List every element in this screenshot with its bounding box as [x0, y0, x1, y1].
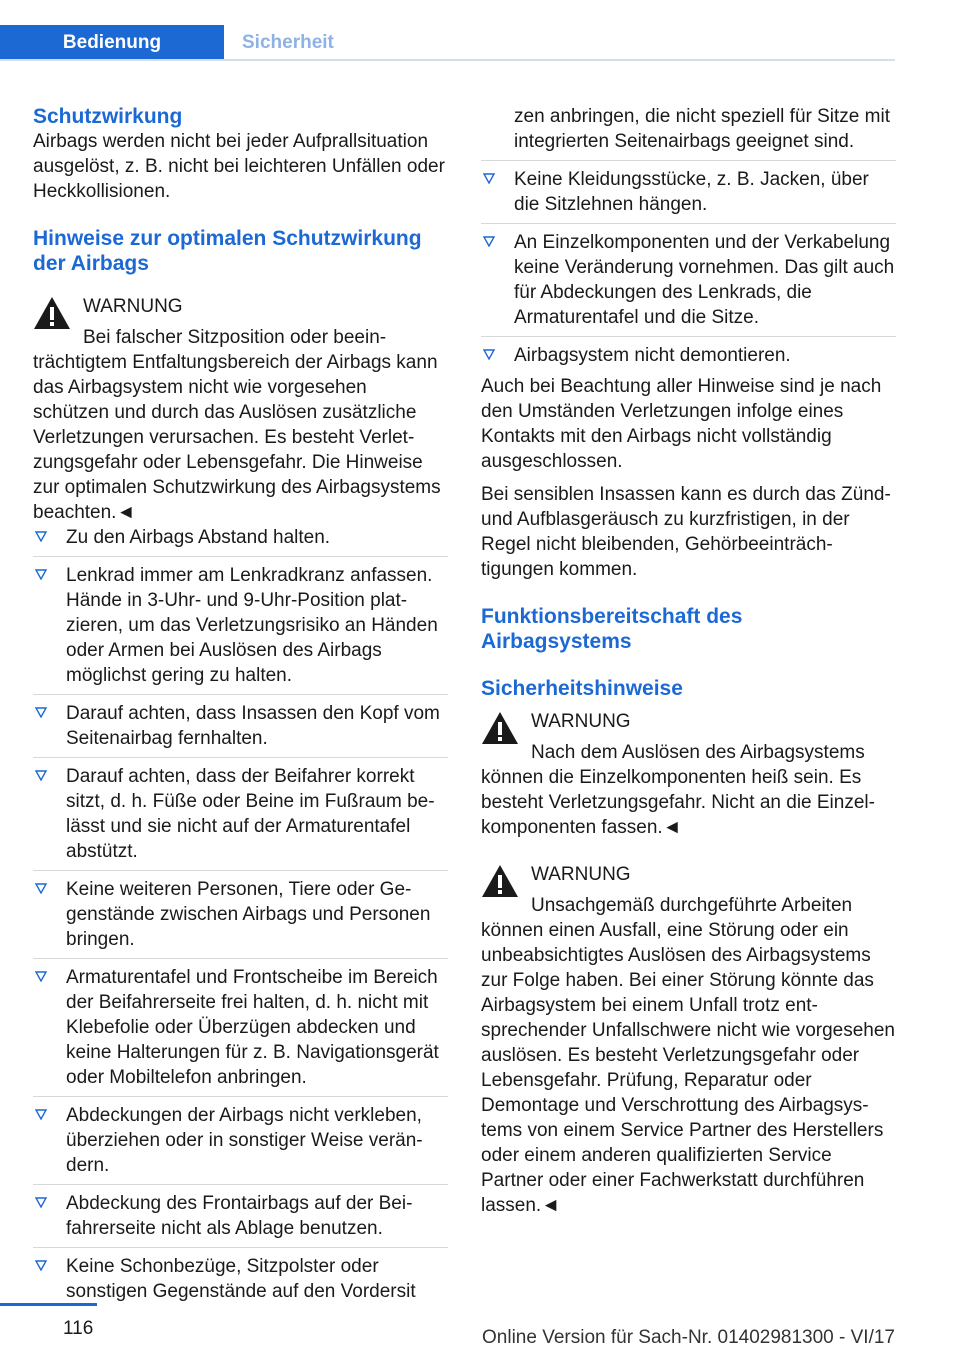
- tab-sicherheit[interactable]: Sicherheit: [242, 32, 334, 53]
- warning-triangle-icon: [481, 864, 519, 898]
- right-column: [481, 104, 896, 1218]
- paragraph-schutzwirkung: Airbags werden nicht bei jeder Aufprallsituation ausgelöst, z. B. nicht bei leichteren Unfällen oder Heckkollisionen.: [33, 131, 445, 202]
- list-item-text: Keine weiteren Personen, Tiere oder Gegenstände zwischen Airbags und Personen bringen.: [66, 879, 431, 950]
- list-item: [33, 525, 448, 556]
- paragraph-sensible-insassen: Bei sensiblen Insassen kann es durch das Zünd- und Aufblasgeräusch zu kurzfristigen, in der Regel nicht bleibenden, Gehörbeeinträchtigungen kommen.: [481, 484, 891, 580]
- list-item-text: Keine Schonbezüge, Sitzpolster oder sonstigen Gegenstände auf den Vordersit: [66, 1256, 416, 1302]
- triangle-bullet-icon: [35, 706, 47, 718]
- section-heading-schutzwirkung: Schutzwirkung: [33, 105, 183, 128]
- triangle-bullet-icon: [483, 235, 495, 247]
- list-item-text: Zu den Airbags Abstand halten.: [66, 527, 331, 548]
- triangle-bullet-icon: [35, 769, 47, 781]
- triangle-bullet-icon: [483, 172, 495, 184]
- warning-text: Bei falscher Sitzposition oder beeinträchtigtem Entfaltungsbereich der Airbags kann das Airbagsystem nicht wie vorgesehen schützen und durch das Auslösen zusätzliche Verletzungen verursachen. Es besteht Verletzungsgefahr oder Lebensgefahr. Die Hinweise zur optimalen Schutzwirkung des Airbagsystems beachten.◄: [33, 327, 441, 523]
- triangle-bullet-icon: [35, 970, 47, 982]
- page-number: 116: [63, 1318, 94, 1339]
- triangle-bullet-icon: [35, 568, 47, 580]
- triangle-bullet-icon: [35, 1259, 47, 1271]
- bullet-list-right: [481, 160, 896, 374]
- list-item-text: Darauf achten, dass der Beifahrer korrekt sitzt, d. h. Füße oder Beine im Fußraum belässt und sie nicht auf der Armaturentafel abstützt.: [66, 766, 435, 862]
- list-item-text: Abdeckung des Frontairbags auf der Beifahrerseite nicht als Ablage benutzen.: [66, 1193, 413, 1239]
- list-item-text: Keine Kleidungsstücke, z. B. Jacken, über die Sitzlehnen hängen.: [514, 169, 869, 215]
- list-item-text: Lenkrad immer am Lenkradkranz anfassen. Hände in 3-Uhr- und 9-Uhr-Position platzieren, um das Verletzungsrisiko an Händen oder Armen bei Auslösen des Airbags möglichst gering zu halten.: [66, 565, 438, 686]
- header-divider: [0, 59, 895, 61]
- triangle-bullet-icon: [35, 882, 47, 894]
- list-item-text: Darauf achten, dass Insassen den Kopf vom Seitenairbag fernhalten.: [66, 703, 440, 749]
- triangle-bullet-icon: [35, 1196, 47, 1208]
- header-tabbar: [0, 25, 895, 61]
- online-version-note: Online Version für Sach-Nr. 01402981300 - VI/17: [482, 1327, 895, 1348]
- list-item-continuation: zen anbringen, die nicht speziell für Sitze mit integrierten Seitenairbags geeignet sind.: [514, 106, 890, 152]
- list-item: [33, 1184, 448, 1247]
- list-item-text: An Einzelkomponenten und der Verkabelung keine Veränderung vornehmen. Das gilt auch für Abdeckungen des Lenkrads, die Armaturentafel und die Sitze.: [514, 232, 895, 328]
- left-column: [33, 104, 448, 1310]
- triangle-bullet-icon: [35, 530, 47, 542]
- warning-text: Nach dem Auslösen des Airbagsystems können die Einzelkomponenten heiß sein. Es besteht Verletzungsgefahr. Nicht an die Einzelkomponenten fassen.◄: [481, 742, 875, 838]
- list-item: [481, 336, 896, 374]
- warning-block: [33, 294, 448, 525]
- section-heading-funktionsbereitschaft: Funktionsbereitschaft des Airbagsystems: [481, 605, 743, 653]
- warning-text: Unsachgemäß durchgeführte Arbeiten können einen Ausfall, eine Störung oder ein unbeabsichtigtes Auslösen des Airbagsystems zur Folge haben. Bei einer Störung könnte das Airbagsystem bei einem Unfall trotz entsprechender Unfallschwere nicht wie vorgesehen auslösen. Es besteht Verletzungsgefahr oder Lebensgefahr. Prüfung, Reparatur oder Demontage und Verschrottung des Airbagsystems von einem Service Partner des Herstellers oder einem anderen qualifizierten Service Partner oder einer Fachwerkstatt durchführen lassen.◄: [481, 895, 896, 1216]
- section-heading-sicherheitshinweise: Sicherheitshinweise: [481, 677, 683, 700]
- footer-accent-line: [0, 1303, 97, 1306]
- list-item-text: Airbagsystem nicht demontieren.: [514, 345, 791, 366]
- list-item: [33, 694, 448, 757]
- bullet-list: [33, 525, 448, 1310]
- list-item: [33, 757, 448, 870]
- list-item: [33, 958, 448, 1096]
- list-item: [481, 223, 896, 336]
- list-item-text: Armaturentafel und Frontscheibe im Bereich der Beifahrerseite frei halten, d. h. nicht mit Klebefolie oder Überzügen abdecken und keine Halterungen für z. B. Navigationsgerät oder Mobiltelefon anbringen.: [66, 967, 439, 1088]
- list-item: [33, 1096, 448, 1184]
- list-item: [33, 556, 448, 694]
- triangle-bullet-icon: [35, 1108, 47, 1120]
- warning-title: WARNUNG: [531, 711, 631, 732]
- paragraph-hinweise: Auch bei Beachtung aller Hinweise sind je nach den Umständen Verletzungen infolge eines Kontakts mit den Airbags nicht vollständig ausgeschlossen.: [481, 376, 882, 472]
- list-item-text: Abdeckungen der Airbags nicht verkleben, überziehen oder in sonstiger Weise verändern.: [66, 1105, 423, 1176]
- list-item: [33, 1247, 448, 1310]
- tab-bedienung[interactable]: Bedienung: [0, 25, 224, 61]
- warning-triangle-icon: [481, 711, 519, 745]
- triangle-bullet-icon: [483, 348, 495, 360]
- warning-title: WARNUNG: [83, 296, 183, 317]
- list-item: [481, 160, 896, 223]
- section-heading-hinweise: Hinweise zur optimalen Schutzwirkung der Airbags: [33, 227, 422, 275]
- warning-title: WARNUNG: [531, 864, 631, 885]
- warning-triangle-icon: [33, 296, 71, 330]
- warning-block: [481, 709, 896, 840]
- warning-block: [481, 862, 896, 1218]
- list-item: [33, 870, 448, 958]
